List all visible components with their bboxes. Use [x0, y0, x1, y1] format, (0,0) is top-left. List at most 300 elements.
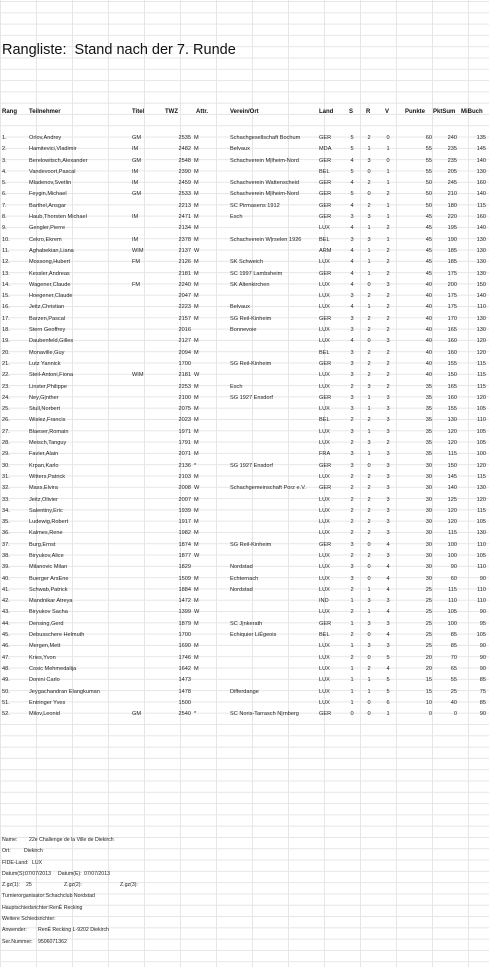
cell-v: 2 — [386, 360, 390, 367]
cell-v: 3 — [386, 598, 390, 605]
footer-organizer: Turnierorganisator:Schachclub Nordstad — [2, 893, 95, 900]
cell-title: IM — [132, 214, 139, 221]
header-title: Titel — [132, 109, 145, 115]
cell-name: Donini Carlo — [29, 677, 60, 684]
cell-r: 3 — [367, 598, 371, 605]
footer-zgz3-label: Z.gz(3): — [120, 882, 138, 889]
cell-twz: 2378 — [178, 236, 191, 243]
cell-pkt: 40 — [425, 349, 432, 356]
cell-land: LUX — [319, 507, 330, 514]
header-land: Land — [319, 109, 334, 115]
cell-r: 1 — [367, 259, 371, 266]
cell-s: 3 — [350, 360, 354, 367]
cell-name: Debusschere Helmuth — [29, 632, 85, 639]
cell-v: 3 — [386, 496, 390, 503]
cell-attr: M — [194, 440, 199, 447]
cell-mb: 115 — [477, 372, 486, 379]
table-row — [0, 461, 489, 472]
cell-name: Mladenov,Svetlin — [29, 180, 72, 187]
cell-name: Stern Geoffrey — [29, 327, 66, 334]
cell-s: 3 — [350, 406, 354, 413]
cell-name: Ludewig,Robert — [29, 519, 69, 526]
cell-r: 1 — [367, 451, 371, 458]
cell-club: Bonnevoie — [230, 327, 257, 334]
table-row — [0, 189, 489, 200]
cell-twz: 2094 — [178, 349, 191, 356]
cell-attr: M — [194, 598, 199, 605]
cell-pkt: 40 — [425, 315, 432, 322]
cell-s: 1 — [350, 677, 354, 684]
cell-attr: M — [194, 541, 199, 548]
footer-other-arbiters: Weitere Schiedsrichter: — [2, 916, 56, 923]
cell-sum: 120 — [447, 507, 457, 514]
table-row — [0, 438, 489, 449]
cell-twz: 1700 — [178, 632, 191, 639]
table-row — [0, 472, 489, 483]
cell-sum: 0 — [453, 711, 457, 718]
cell-attr: M — [194, 654, 199, 661]
cell-s: 3 — [350, 451, 354, 458]
table-row — [0, 653, 489, 664]
table-row — [0, 596, 489, 607]
cell-v: 3 — [386, 485, 390, 492]
cell-land: GER — [319, 711, 332, 718]
cell-attr: M — [194, 349, 199, 356]
cell-r: 1 — [367, 304, 371, 311]
cell-pkt: 45 — [425, 247, 432, 254]
cell-rank: 12. — [2, 259, 10, 266]
cell-v: 1 — [386, 711, 390, 718]
cell-sum: 205 — [447, 168, 457, 175]
cell-s: 3 — [350, 575, 354, 582]
cell-twz: 2100 — [178, 394, 191, 401]
cell-attr: M — [194, 135, 199, 141]
cell-s: 1 — [350, 620, 354, 627]
cell-name: Biryukov,Alice — [29, 552, 64, 559]
cell-r: 1 — [367, 609, 371, 616]
cell-sum: 145 — [447, 473, 457, 480]
cell-v: 3 — [386, 394, 390, 401]
cell-name: Kalmes,Rene — [29, 530, 63, 537]
cell-twz: 2471 — [178, 214, 191, 221]
cell-twz: 2136 — [178, 462, 191, 469]
cell-s: 2 — [350, 552, 354, 559]
cell-r: 3 — [367, 383, 371, 390]
page-title: Rangliste: Stand nach der 7. Runde — [2, 42, 236, 58]
footer-datum2-value: 07/07/2013 — [84, 870, 110, 877]
table-row — [0, 212, 489, 223]
cell-sum: 65 — [450, 665, 457, 672]
cell-s: 3 — [350, 372, 354, 379]
footer-fide-row — [2, 858, 482, 869]
cell-rank: 27. — [2, 428, 10, 435]
cell-attr: M — [194, 428, 199, 435]
cell-s: 3 — [350, 428, 354, 435]
cell-v: 6 — [386, 699, 390, 706]
cell-rank: 13. — [2, 270, 10, 277]
cell-s: 4 — [350, 157, 354, 164]
cell-s: 5 — [350, 146, 354, 153]
cell-land: LUX — [319, 473, 330, 480]
cell-title: GM — [132, 711, 142, 718]
cell-name: Meisch,Tanguy — [29, 440, 67, 447]
cell-attr: M — [194, 530, 199, 537]
cell-land: IND — [319, 598, 329, 605]
header-rank: Rang — [2, 109, 17, 115]
cell-pkt: 35 — [425, 417, 432, 424]
cell-v: 5 — [386, 654, 390, 661]
cell-s: 2 — [350, 485, 354, 492]
cell-r: 0 — [367, 541, 371, 548]
cell-rank: 9. — [2, 225, 7, 232]
footer-ser-label: Ser.Nummer: — [2, 938, 33, 945]
tournament-info — [2, 835, 482, 948]
cell-land: ARM — [319, 247, 332, 254]
footer-ort-value: Diekirch — [24, 848, 43, 855]
cell-sum: 220 — [447, 214, 457, 221]
cell-r: 0 — [367, 168, 371, 175]
footer-anwender-row — [2, 925, 482, 936]
cell-attr: M — [194, 180, 199, 187]
cell-name: Aghabekian,Liana — [29, 247, 74, 254]
cell-mb: 95 — [479, 620, 486, 627]
cell-name: Mandnikar Atreya — [29, 598, 73, 605]
cell-r: 2 — [367, 417, 371, 424]
cell-land: FRA — [319, 451, 331, 458]
header-sum: PktSum — [433, 109, 456, 115]
cell-rank: 20. — [2, 349, 10, 356]
cell-pkt: 0 — [428, 711, 432, 718]
cell-pkt: 40 — [425, 338, 432, 345]
cell-rank: 34. — [2, 507, 10, 514]
cell-club: SG Reil-Kinheim — [230, 541, 272, 548]
table-row — [0, 144, 489, 155]
table-row — [0, 393, 489, 404]
cell-rank: 7. — [2, 202, 7, 209]
cell-sum: 110 — [448, 598, 457, 605]
cell-v: 2 — [386, 315, 390, 322]
table-row — [0, 630, 489, 641]
cell-attr: M — [194, 473, 199, 480]
cell-land: LUX — [319, 654, 330, 661]
cell-s: 4 — [350, 281, 354, 288]
cell-club: SC 1997 Lambsheim — [230, 270, 283, 277]
cell-mb: 135 — [476, 135, 486, 141]
cell-r: 3 — [367, 157, 371, 164]
cell-rank: 50. — [2, 688, 10, 695]
table-row — [0, 619, 489, 630]
cell-s: 3 — [350, 462, 354, 469]
cell-v: 3 — [386, 620, 390, 627]
cell-land: LUX — [319, 496, 330, 503]
table-row — [0, 427, 489, 438]
cell-land: LUX — [319, 383, 330, 390]
cell-pkt: 30 — [425, 519, 432, 526]
table-row — [0, 585, 489, 596]
cell-sum: 105 — [447, 609, 457, 616]
cell-rank: 45. — [2, 632, 10, 639]
cell-name: Mossong,Hubert — [29, 259, 71, 266]
cell-v: 2 — [386, 270, 390, 277]
cell-v: 4 — [386, 564, 390, 571]
cell-s: 5 — [350, 191, 354, 198]
cell-sum: 235 — [447, 157, 457, 164]
cell-mb: 90 — [479, 575, 486, 582]
cell-pkt: 25 — [425, 620, 432, 627]
cell-name: Lutz Yannick — [29, 360, 61, 367]
table-row — [0, 382, 489, 393]
cell-twz: 2223 — [178, 304, 191, 311]
cell-v: 2 — [386, 383, 390, 390]
cell-attr: M — [194, 417, 199, 424]
cell-v: 1 — [386, 180, 390, 187]
cell-twz: 2253 — [178, 383, 191, 390]
footer-ser-row — [2, 937, 482, 948]
cell-sum: 115 — [448, 451, 457, 458]
cell-sum: 40 — [450, 699, 457, 706]
cell-rank: 6. — [2, 191, 7, 198]
cell-attr: M — [194, 383, 199, 390]
cell-land: BEL — [319, 349, 330, 356]
cell-v: 3 — [386, 530, 390, 537]
cell-rank: 32. — [2, 485, 10, 492]
cell-attr: M — [194, 281, 199, 288]
cell-land: GER — [319, 541, 332, 548]
table-row — [0, 675, 489, 686]
header-pkt: Punkte — [405, 109, 426, 115]
cell-rank: 43. — [2, 609, 10, 616]
cell-v: 4 — [386, 609, 390, 616]
cell-v: 3 — [386, 406, 390, 413]
cell-twz: 2459 — [178, 180, 191, 187]
cell-r: 2 — [367, 135, 371, 141]
cell-club: Schachgesellschaft Bochum — [230, 135, 301, 141]
cell-r: 1 — [367, 247, 371, 254]
cell-sum: 150 — [447, 462, 457, 469]
cell-twz: 2482 — [178, 146, 191, 153]
table-row — [0, 664, 489, 675]
cell-s: 3 — [350, 327, 354, 334]
cell-club: Belvaux — [230, 304, 250, 311]
cell-twz: 1791 — [178, 440, 191, 447]
cell-name: Cekro,Ekrem — [29, 236, 62, 243]
cell-pkt: 20 — [425, 665, 432, 672]
table-row — [0, 235, 489, 246]
cell-twz: 1690 — [178, 643, 191, 650]
cell-v: 2 — [386, 259, 390, 266]
cell-twz: 2137 — [178, 247, 191, 254]
cell-sum: 235 — [447, 146, 457, 153]
cell-land: GER — [319, 157, 332, 164]
cell-rank: 42. — [2, 598, 10, 605]
cell-name: Linster,Philippe — [29, 383, 67, 390]
cell-attr: W — [194, 372, 200, 379]
cell-attr: M — [194, 338, 199, 345]
cell-rank: 8. — [2, 214, 7, 221]
cell-rank: 4. — [2, 168, 7, 175]
cell-r: 0 — [367, 191, 371, 198]
cell-v: 2 — [386, 293, 390, 300]
cell-twz: 2071 — [178, 451, 191, 458]
cell-attr: M — [194, 575, 199, 582]
cell-twz: 1917 — [178, 519, 191, 526]
cell-sum: 200 — [447, 281, 457, 288]
cell-sum: 190 — [447, 236, 457, 243]
cell-s: 2 — [350, 417, 354, 424]
cell-mb: 90 — [479, 711, 486, 718]
cell-land: BEL — [319, 168, 330, 175]
table-row — [0, 246, 489, 257]
cell-v: 3 — [386, 462, 390, 469]
cell-twz: 2023 — [178, 417, 191, 424]
cell-twz: 2126 — [178, 259, 191, 266]
table-row — [0, 528, 489, 539]
cell-name: Cosic Mehmedalija — [29, 665, 77, 672]
cell-rank: 46. — [2, 643, 10, 650]
cell-sum: 185 — [447, 259, 457, 266]
cell-twz: 2213 — [178, 202, 191, 209]
cell-r: 3 — [367, 236, 371, 243]
cell-s: 1 — [350, 688, 354, 695]
cell-name: Mergen,Mett — [29, 643, 61, 650]
cell-land: LUX — [319, 643, 330, 650]
cell-name: Milanovic Milan — [29, 564, 68, 571]
table-row — [0, 257, 489, 268]
cell-name: Wagener,Claude — [29, 281, 71, 288]
cell-s: 3 — [350, 214, 354, 221]
cell-attr: M — [194, 146, 199, 153]
cell-attr: M — [194, 304, 199, 311]
cell-mb: 105 — [476, 440, 486, 447]
cell-attr: * — [194, 462, 197, 469]
cell-land: MDA — [319, 146, 332, 153]
cell-sum: 240 — [447, 135, 457, 141]
cell-r: 0 — [367, 699, 371, 706]
cell-v: 1 — [386, 214, 390, 221]
cell-mb: 140 — [476, 225, 486, 232]
footer-name-row — [2, 835, 482, 846]
cell-mb: 110 — [477, 564, 486, 571]
table-row — [0, 404, 489, 415]
table-row — [0, 178, 489, 189]
cell-name: Krpan,Karlo — [29, 462, 59, 469]
table-row — [0, 562, 489, 573]
cell-s: 2 — [350, 586, 354, 593]
table-row — [0, 325, 489, 336]
cell-r: 1 — [367, 677, 371, 684]
cell-name: Mass,Elvira — [29, 485, 58, 492]
cell-s: 3 — [350, 315, 354, 322]
cell-pkt: 20 — [425, 654, 432, 661]
cell-rank: 2. — [2, 146, 7, 153]
cell-pkt: 45 — [425, 259, 432, 266]
cell-v: 5 — [386, 677, 390, 684]
cell-sum: 155 — [447, 360, 457, 367]
cell-sum: 115 — [448, 586, 457, 593]
cell-attr: M — [194, 214, 199, 221]
cell-mb: 130 — [476, 530, 486, 537]
cell-sum: 210 — [447, 191, 457, 198]
cell-mb: 90 — [479, 609, 486, 616]
cell-pkt: 30 — [425, 564, 432, 571]
cell-name: Jeitz,Olivier — [29, 496, 58, 503]
cell-club: SG Reil-Kinheim — [230, 315, 272, 322]
cell-name: Berelowitsch,Alexander — [29, 157, 88, 164]
cell-v: 4 — [386, 575, 390, 582]
cell-club: Belvaux — [230, 146, 250, 153]
cell-mb: 150 — [476, 281, 486, 288]
cell-pkt: 15 — [425, 688, 432, 695]
cell-mb: 130 — [476, 259, 486, 266]
header-name: Teilnehmer — [29, 109, 61, 115]
cell-pkt: 35 — [425, 406, 432, 413]
cell-pkt: 55 — [425, 168, 432, 175]
cell-mb: 115 — [477, 202, 486, 209]
cell-land: LUX — [319, 552, 330, 559]
cell-land: GER — [319, 620, 332, 627]
cell-sum: 55 — [450, 677, 457, 684]
cell-name: Schwab,Patrick — [29, 586, 68, 593]
cell-r: 3 — [367, 440, 371, 447]
cell-pkt: 45 — [425, 270, 432, 277]
cell-mb: 140 — [476, 157, 486, 164]
cell-pkt: 45 — [425, 236, 432, 243]
cell-sum: 140 — [447, 485, 457, 492]
cell-v: 2 — [386, 191, 390, 198]
cell-sum: 175 — [447, 304, 457, 311]
cell-title: IM — [132, 146, 139, 153]
cell-s: 4 — [350, 304, 354, 311]
footer-name-label: Name: — [2, 837, 18, 843]
cell-rank: 28. — [2, 440, 10, 447]
cell-rank: 16. — [2, 304, 10, 311]
cell-twz: 1939 — [178, 507, 191, 514]
cell-r: 0 — [367, 654, 371, 661]
cell-name: Haub,Thorsten Michael — [29, 214, 87, 221]
cell-r: 2 — [367, 349, 371, 356]
cell-mb: 145 — [476, 146, 486, 153]
cell-twz: 1877 — [178, 552, 191, 559]
cell-twz: 2548 — [178, 157, 191, 164]
table-row — [0, 302, 489, 313]
cell-sum: 170 — [447, 315, 457, 322]
cell-s: 2 — [350, 530, 354, 537]
cell-v: 3 — [386, 643, 390, 650]
cell-sum: 175 — [447, 270, 457, 277]
cell-v: 2 — [386, 304, 390, 311]
cell-land: LUX — [319, 586, 330, 593]
cell-pkt: 50 — [425, 191, 432, 198]
cell-rank: 31. — [2, 473, 10, 480]
cell-s: 4 — [350, 259, 354, 266]
cell-v: 1 — [386, 146, 390, 153]
cell-v: 1 — [386, 168, 390, 175]
cell-r: 2 — [367, 315, 371, 322]
cell-r: 0 — [367, 564, 371, 571]
cell-attr: M — [194, 406, 199, 413]
cell-sum: 70 — [450, 654, 457, 661]
cell-club: Echiquier LiÉgeois — [230, 632, 277, 639]
cell-sum: 90 — [450, 564, 457, 571]
cell-twz: 1879 — [178, 620, 191, 627]
cell-s: 2 — [350, 473, 354, 480]
cell-rank: 15. — [2, 293, 10, 300]
cell-mb: 130 — [476, 236, 486, 243]
cell-rank: 14. — [2, 281, 10, 288]
cell-land: LUX — [319, 225, 330, 232]
header-s: S — [349, 109, 354, 115]
cell-s: 3 — [350, 349, 354, 356]
